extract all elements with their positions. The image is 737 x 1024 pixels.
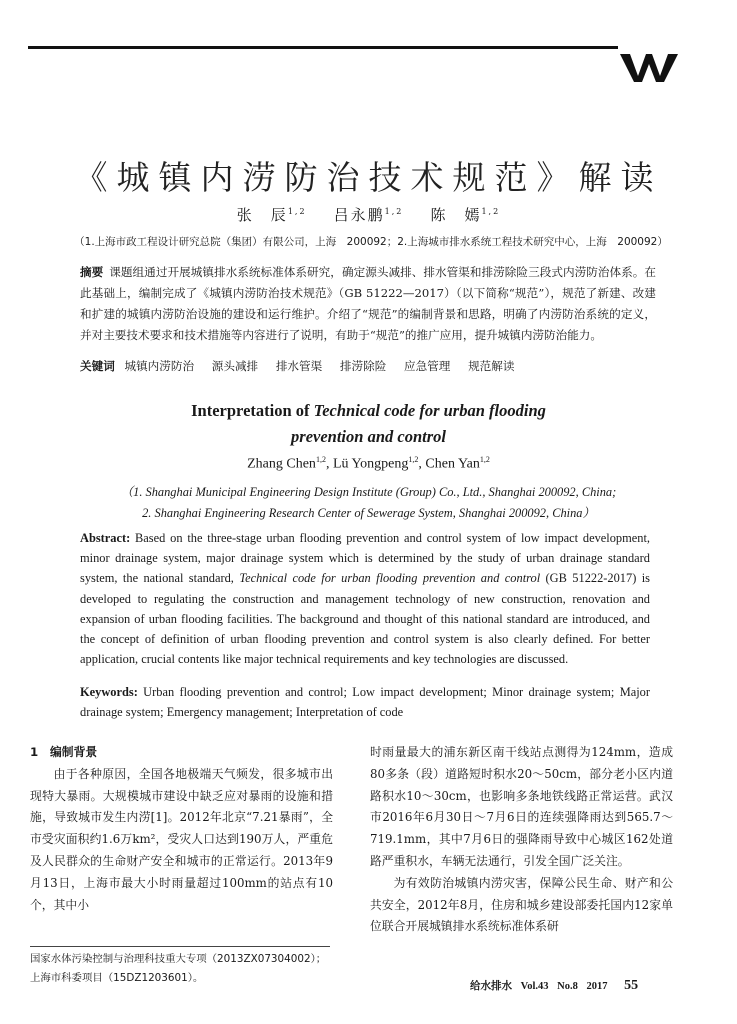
- abstract-label: 摘要: [80, 265, 104, 279]
- author-sup: 1,2: [287, 207, 307, 216]
- body-left-column: [30, 742, 333, 916]
- author-name: Zhang Chen: [247, 456, 316, 472]
- keywords-label: 关键词: [80, 359, 115, 373]
- abstract-text: (GB 51222-2017) is developed to regulating the construction and management technology of new construction, renovation and expansion of urban flooding facilities. The background and thought of this national standard are introduced, and the concept of definition of urban flooding prevention and control system is also clearly defined. For better application, crucial contents like major technical requirements and key technologies are discussed.: [80, 571, 650, 667]
- affiliation-line: 2. Shanghai Engineering Research Center of Sewerage System, Shanghai 200092, China）: [142, 506, 595, 520]
- footnote-rule: [30, 946, 330, 947]
- chinese-title: 《城镇内涝防治技术规范》解读: [74, 158, 663, 197]
- footnote-line: 上海市科委项目（15DZ1203601）。: [30, 972, 204, 984]
- body-paragraph: 时雨量最大的浦东新区南干线站点测得为124mm，造成80多条（段）道路短时积水20～50cm，部分老小区内道路积水10～30cm，也影响多条地铁线路正常运营。武汉市2016年6月30日～7月6日的连续强降雨达到565.7～719.1mm，其中7月6日的强降雨导致中心城区162处道路严重积水，车辆无法通行，引发全国广泛关注。: [370, 745, 673, 868]
- author-sup: 1,2: [481, 207, 501, 216]
- body-paragraph: 为有效防治城镇内涝灾害，保障公民生命、财产和公共安全，2012年8月，住房和城乡建设部委托国内12家单位联合开展城镇排水系统标准体系研: [370, 875, 673, 934]
- english-title: [0, 398, 737, 450]
- abstract-text: 课题组通过开展城镇排水系统标准体系研究，确定源头减排、排水管渠和排涝除险三段式内涝防治体系。在此基础上，编制完成了《城镇内涝防治技术规范》（GB 51222—2017）（以下简称“规范”），规范了新建、改建和扩建的城镇内涝防治设施的建设和运行维护。介绍了“规范”的编制背景和思路，明确了内涝防治系统的定义，并对主要技术要求和技术措施等内容进行了说明，有助于“规范”的推广应用，提升城镇内涝防治能力。: [80, 265, 656, 342]
- body-paragraph: 由于各种原因，全国各地极端天气频发，很多城市出现特大暴雨。大规模城市建设中缺乏应对暴雨的设施和措施，导致城市发生内涝[1]。2012年北京“7.21暴雨”，全市受灾面积约1.6万km²，受灾人口达到190万人，严重危及人民群众的生命财产安全和城市的正常运行。2013年9月13日，上海市最大小时雨量超过100mm的站点有10个，其中小: [30, 766, 333, 912]
- english-keywords: [80, 682, 650, 722]
- keyword: 排水管渠: [275, 359, 323, 373]
- chinese-authors: [0, 204, 737, 225]
- keyword: 排涝除险: [339, 359, 387, 373]
- keyword: 应急管理: [403, 359, 451, 373]
- author-sup: 1,2: [408, 455, 419, 464]
- abstract-italic: Technical code for urban flooding prevention and control: [239, 571, 541, 586]
- author-sup: 1,2: [479, 455, 490, 464]
- chinese-abstract: [80, 262, 656, 346]
- page-footer: [470, 978, 710, 994]
- affiliation-line: （1. Shanghai Municipal Engineering Design Institute (Group) Co., Ltd., Shanghai 200092, China;: [120, 485, 617, 499]
- author-name: Lü Yongpeng: [332, 456, 409, 472]
- keywords-text: Urban flooding prevention and control; Low impact development; Minor drainage system; Major drainage system; Emergency management; Interpretation of code: [80, 685, 650, 720]
- title-italic: Technical code for urban flooding: [313, 401, 546, 420]
- author-name: 张 辰: [236, 206, 288, 224]
- keyword: 城镇内涝防治: [124, 359, 195, 373]
- section-heading: 1 编制背景: [30, 745, 98, 759]
- body-right-column: [370, 742, 673, 938]
- author-name: 吕永鹏: [333, 206, 385, 224]
- title-prefix: Interpretation of: [191, 401, 314, 420]
- abstract-text: Based on the three-stage urban flooding prevention and control system of low impact development, minor drainage system, major drainage system which is determined by the study of urban drainage standard system, the national standard,: [80, 531, 650, 586]
- keyword: 源头减排: [211, 359, 259, 373]
- keywords-label: Keywords:: [80, 685, 138, 699]
- author-sup: 1,2: [315, 455, 326, 464]
- title-line2: prevention and control: [291, 427, 446, 446]
- volume: Vol.43: [520, 981, 549, 992]
- abstract-label: Abstract:: [80, 531, 131, 545]
- journal-name: 给水排水: [470, 981, 512, 992]
- author-name: Chen Yan: [425, 456, 480, 472]
- header-rule: [28, 46, 618, 49]
- funding-footnote: [30, 950, 340, 988]
- page-number: 55: [624, 978, 639, 993]
- year: 2017: [586, 981, 608, 992]
- footnote-line: 国家水体污染控制与治理科技重大专项（2013ZX07304002）；: [30, 953, 327, 965]
- chinese-keywords: [80, 357, 680, 375]
- author-name: 陈 嫣: [430, 206, 482, 224]
- english-affiliation: [60, 482, 677, 524]
- english-authors: Zhang Chen$^{1,2}$, Lü Yongpeng$^{1,2}$, Chen Yan$^{1,2}$: [247, 455, 490, 472]
- chinese-affiliation: （1.上海市政工程设计研究总院（集团）有限公司，上海 200092；2.上海城市排水系统工程技术研究中心，上海 200092）: [74, 236, 668, 248]
- english-abstract: [80, 528, 650, 669]
- issue-number: No.8: [557, 981, 578, 992]
- author-sup: 1,2: [384, 207, 404, 216]
- journal-logo: [618, 52, 680, 84]
- keyword: 规范解读: [468, 359, 515, 373]
